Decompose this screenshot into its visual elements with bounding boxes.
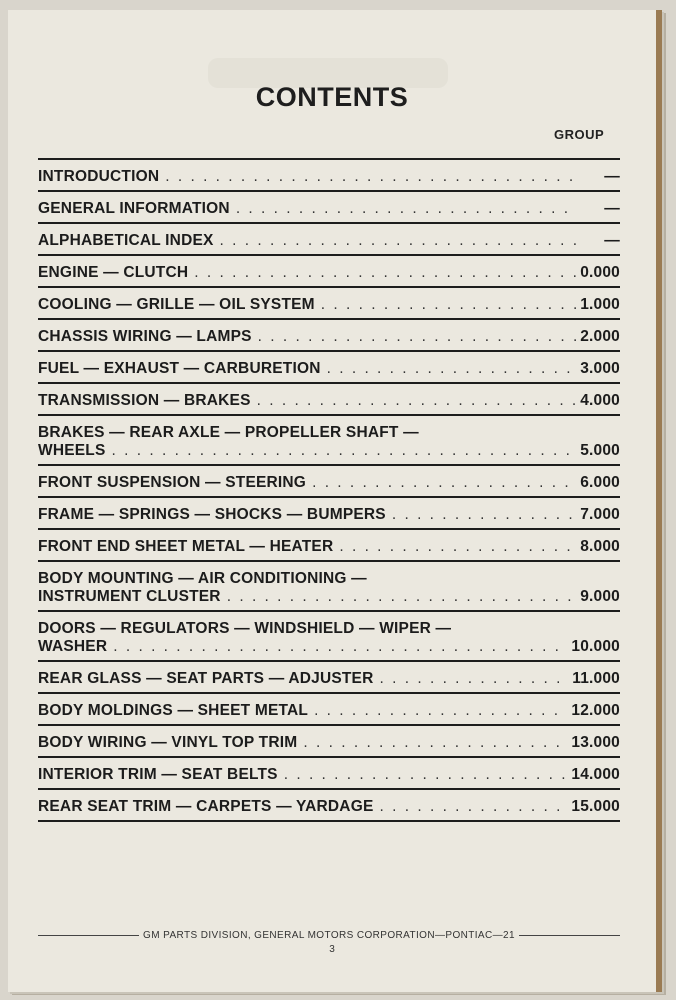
toc-bottom-rule	[38, 820, 620, 822]
toc-entry-line	[38, 392, 620, 410]
toc-entry-label: DOORS — REGULATORS — WINDSHIELD — WIPER —	[38, 620, 452, 637]
dot-leader	[327, 360, 576, 378]
dot-leader	[314, 702, 567, 720]
dot-leader	[392, 506, 576, 524]
dot-leader	[236, 200, 576, 218]
toc-entry-line	[38, 264, 620, 282]
document-page	[8, 10, 662, 992]
dot-leader	[339, 538, 576, 556]
toc-entry-line	[38, 328, 620, 346]
toc-entry-group: 1.000	[580, 296, 620, 313]
footer-rule-left	[38, 935, 139, 936]
toc-entry-label: INTRODUCTION	[38, 168, 160, 185]
toc-entry-line	[38, 620, 620, 638]
footer-text: GM PARTS DIVISION, GENERAL MOTORS CORPORATION—PONTIAC—21	[143, 930, 515, 941]
toc-entry-group: —	[604, 200, 620, 217]
toc-entry-group: 13.000	[571, 734, 620, 751]
dot-leader	[227, 588, 576, 606]
toc-entry-label: ENGINE — CLUTCH	[38, 264, 189, 281]
toc-entry-label: WASHER	[38, 638, 108, 655]
toc-entry-group: 0.000	[580, 264, 620, 281]
toc-entry-line	[38, 442, 620, 460]
toc-entry-line	[38, 734, 620, 752]
toc-entry-label: INSTRUMENT CLUSTER	[38, 588, 221, 605]
toc-entry-group: 15.000	[571, 798, 620, 815]
dot-leader	[220, 232, 576, 250]
toc-entry-group: 8.000	[580, 538, 620, 555]
toc-entry-line	[38, 538, 620, 556]
toc-entry	[38, 560, 620, 610]
toc-entry-group: —	[604, 232, 620, 249]
toc-entry-group: 5.000	[580, 442, 620, 459]
toc-entry-group: 7.000	[580, 506, 620, 523]
toc-entry	[38, 254, 620, 286]
toc-entry-line	[38, 296, 620, 314]
toc-entry-label: FRAME — SPRINGS — SHOCKS — BUMPERS	[38, 506, 386, 523]
toc-entry-group: 12.000	[571, 702, 620, 719]
dot-leader	[312, 474, 576, 492]
toc-entry-label: REAR GLASS — SEAT PARTS — ADJUSTER	[38, 670, 374, 687]
toc-entry-line	[38, 638, 620, 656]
toc-entry-line	[38, 200, 620, 218]
toc-entry	[38, 414, 620, 464]
toc-entry-label: BRAKES — REAR AXLE — PROPELLER SHAFT —	[38, 424, 419, 441]
toc-entry-line	[38, 766, 620, 784]
toc-entry-label: CHASSIS WIRING — LAMPS	[38, 328, 252, 345]
toc-entry-line	[38, 670, 620, 688]
dot-leader	[380, 670, 569, 688]
toc-entry-group: —	[604, 168, 620, 185]
toc-entry-group: 11.000	[572, 670, 620, 687]
toc-entry	[38, 660, 620, 692]
toc-entry-line	[38, 588, 620, 606]
page-footer	[38, 930, 620, 941]
toc-entry-label: WHEELS	[38, 442, 106, 459]
toc-entry	[38, 318, 620, 350]
toc-entry-line	[38, 798, 620, 816]
toc-entry-group: 9.000	[580, 588, 620, 605]
toc-entry-label: BODY MOUNTING — AIR CONDITIONING —	[38, 570, 367, 587]
toc-entry-label: FRONT SUSPENSION — STEERING	[38, 474, 307, 491]
toc-entry	[38, 158, 620, 190]
dot-leader	[113, 638, 567, 656]
toc-entry-group: 6.000	[580, 474, 620, 491]
toc-entry-label: BODY MOLDINGS — SHEET METAL	[38, 702, 309, 719]
toc-entry	[38, 756, 620, 788]
toc-entry-group: 3.000	[580, 360, 620, 377]
dot-leader	[194, 264, 576, 282]
toc-entry	[38, 464, 620, 496]
toc-entry-group: 4.000	[580, 392, 620, 409]
footer-rule-right	[519, 935, 620, 936]
toc-entry-group: 14.000	[571, 766, 620, 783]
toc-entry	[38, 528, 620, 560]
toc-entry-label: FUEL — EXHAUST — CARBURETION	[38, 360, 321, 377]
toc-entry	[38, 382, 620, 414]
toc-entry-line	[38, 506, 620, 524]
toc-entry	[38, 496, 620, 528]
toc-entry-line	[38, 360, 620, 378]
toc-entry-label: GENERAL INFORMATION	[38, 200, 230, 217]
toc-entry	[38, 788, 620, 820]
toc-entry	[38, 190, 620, 222]
dot-leader	[303, 734, 567, 752]
toc-entry-label: BODY WIRING — VINYL TOP TRIM	[38, 734, 298, 751]
toc-entry-label: COOLING — GRILLE — OIL SYSTEM	[38, 296, 315, 313]
toc-entry-group: 2.000	[580, 328, 620, 345]
page-number: 3	[329, 944, 335, 955]
dot-leader	[284, 766, 568, 784]
toc-entry	[38, 610, 620, 660]
toc-entry-line	[38, 702, 620, 720]
toc-entry-line	[38, 232, 620, 250]
toc-entry-label: FRONT END SHEET METAL — HEATER	[38, 538, 334, 555]
dot-leader	[321, 296, 576, 314]
dot-leader	[258, 328, 576, 346]
toc-entry-label: TRANSMISSION — BRAKES	[38, 392, 251, 409]
toc-entry-group: 10.000	[571, 638, 620, 655]
toc-entry	[38, 286, 620, 318]
toc-entry-label: INTERIOR TRIM — SEAT BELTS	[38, 766, 278, 783]
page-title: CONTENTS	[255, 82, 409, 112]
toc-entry-line	[38, 474, 620, 492]
toc-entry	[38, 222, 620, 254]
dot-leader	[112, 442, 576, 460]
toc-entry	[38, 692, 620, 724]
toc-entry-line	[38, 570, 620, 588]
dot-leader	[380, 798, 568, 816]
toc-entry-label: ALPHABETICAL INDEX	[38, 232, 214, 249]
toc-entry	[38, 724, 620, 756]
toc-entry	[38, 350, 620, 382]
toc-entry-line	[38, 168, 620, 186]
group-column-header: GROUP	[554, 127, 605, 142]
dot-leader	[257, 392, 576, 410]
dot-leader	[165, 168, 576, 186]
toc-entry-line	[38, 424, 620, 442]
table-of-contents	[38, 158, 620, 822]
toc-entry-label: REAR SEAT TRIM — CARPETS — YARDAGE	[38, 798, 374, 815]
